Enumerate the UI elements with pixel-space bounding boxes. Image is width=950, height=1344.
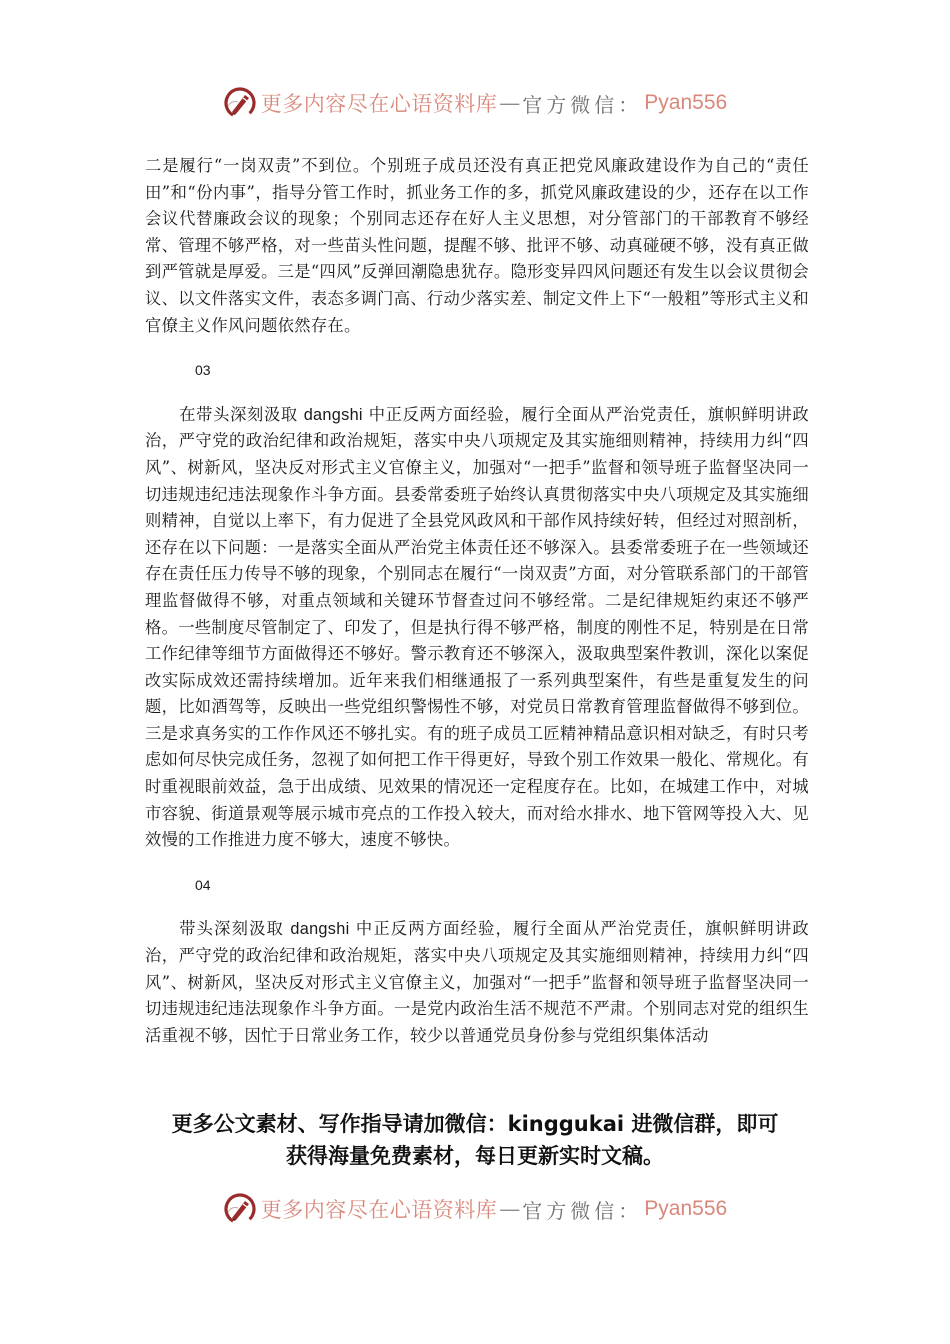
footer-banner [0,1187,950,1231]
wechat-id: Pyan556 [644,91,728,114]
section-04-paragraph [145,916,809,1049]
latin-word: dangshi [303,405,363,424]
text-segment: 在带头深刻汲取 [179,404,298,424]
latin-word: dangshi [290,920,350,939]
banner-dash: — [499,91,521,115]
text-segment: 带头深刻汲取 [179,919,284,939]
quill-pen-logo-icon [223,86,257,120]
brand-text: 更多内容尽在心语资料库 [260,1198,498,1222]
wechat-label: 官方微信： [522,92,643,117]
quill-pen-logo-icon [223,1192,257,1226]
wechat-label: 官方微信： [522,1198,643,1223]
section-number-03: 03 [195,362,211,379]
promo-notice [0,1108,950,1172]
promo-line-2: 获得海量免费素材，每日更新实时文稿。 [286,1144,664,1168]
text-segment: 中正反两方面经验，履行全面从严治党责任，旗帜鲜明讲政治，严守党的政治纪律和政治规矩，落实中央八项规定及其实施细则精神，持续用力纠“四风”、树新风，坚决反对形式主义官僚主义，加强对“一把手”监督和领导班子监督坚决同一切违规违纪违法现象作斗争方面。一是党内政治生活不规范不严肃。个别同志对党的组织生活重视不够，因忙于日常业务工作，较少以普通党员身份参与党组织集体活动 [145,919,809,1045]
section-03-paragraph [145,402,809,854]
promo-line-1: 更多公文素材、写作指导请加微信：kinggukai 进微信群，即可 [171,1112,779,1136]
section-number-04: 04 [195,876,211,893]
banner-dash: — [499,1197,521,1221]
brand-text: 更多内容尽在心语资料库 [260,92,498,116]
header-banner [0,81,950,125]
text-segment: 中正反两方面经验，履行全面从严治党责任，旗帜鲜明讲政治，严守党的政治纪律和政治规矩，落实中央八项规定及其实施细则精神，持续用力纠“四风”、树新风，坚决反对形式主义官僚主义，加强对“一把手”监督和领导班子监督坚决同一切违规违纪违法现象作斗争方面。县委常委班子始终认真贯彻落实中央八项规定及其实施细则精神，自觉以上率下，有力促进了全县党风政风和干部作风持续好转，但经过对照剖析，还存在以下问题：一是落实全面从严治党主体责任还不够深入。县委常委班子在一些领域还存在责任压力传导不够的现象，个别同志在履行“一岗双责”方面，对分管联系部门的干部管理监督做得不够，对重点领域和关键环节督查过问不够经常。二是纪律规矩约束还不够严格。一些制度尽管制定了、印发了，但是执行得不够严格，制度的刚性不足，特别是在日常工作纪律等细节方面做得还不够好。警示教育还不够深入，汲取典型案件教训，深化以案促改实际成效还需持续增加。近年来我们相继通报了一系列典型案件，有些是重复发生的问题，比如酒驾等，反映出一些党组织警惕性不够，对党员日常教育管理监督做得不够到位。三是求真务实的工作作风还不够扎实。有的班子成员工匠精神精品意识相对缺乏，有时只考虑如何尽快完成任务，忽视了如何把工作干得更好，导致个别工作效果一般化、常规化。有时重视眼前效益，急于出成绩、见效果的情况还一定程度存在。比如，在城建工作中，对城市容貌、街道景观等展示城市亮点的工作投入较大，而对给水排水、地下管网等投入大、见效慢的工作推进力度不够大，速度不够快。 [145,404,809,850]
document-body [145,153,809,1049]
wechat-id: Pyan556 [644,1197,728,1220]
intro-paragraph: 二是履行“一岗双责”不到位。个别班子成员还没有真正把党风廉政建设作为自己的“责任田”和“份内事”，指导分管工作时，抓业务工作的多，抓党风廉政建设的少，还存在以工作会议代替廉政会议的现象；个别同志还存在好人主义思想，对分管部门的干部教育不够经常、管理不够严格，对一些苗头性问题，提醒不够、批评不够、动真碰硬不够，没有真正做到严管就是厚爱。三是“四风”反弹回潮隐患犹存。隐形变异四风问题还有发生以会议贯彻会议、以文件落实文件，表态多调门高、行动少落实差、制定文件上下“一般粗”等形式主义和官僚主义作风问题依然存在。 [145,156,809,335]
